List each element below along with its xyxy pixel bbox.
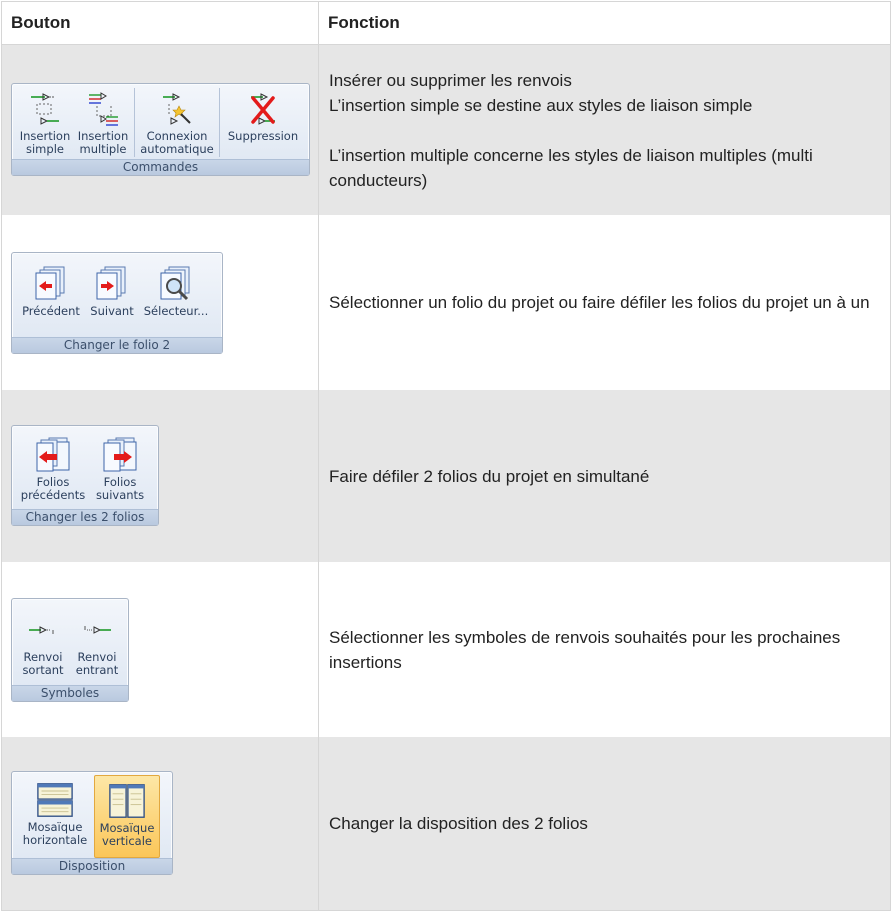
- table-header-row: [2, 2, 891, 45]
- suppression-label: Suppression: [227, 129, 299, 143]
- folios-suivants-button[interactable]: [90, 430, 150, 509]
- insertion-simple-button[interactable]: [16, 84, 74, 159]
- group-label: Disposition: [12, 858, 172, 874]
- ribbon-group-changer-folio: [11, 252, 223, 354]
- header-fonction: Fonction: [319, 2, 891, 45]
- selecteur-button[interactable]: [138, 259, 214, 337]
- table-row: [2, 215, 891, 390]
- mosaique-horizontale-button[interactable]: [16, 775, 94, 858]
- table-row: [2, 45, 891, 216]
- renvoi-sortant-label: Renvoi sortant: [22, 650, 64, 677]
- button-cell: [2, 737, 319, 911]
- separator: [219, 88, 220, 157]
- renvoi-entrant-label: Renvoi entrant: [75, 650, 119, 677]
- group-label: Changer le folio 2: [12, 337, 222, 353]
- suivant-button[interactable]: [86, 259, 138, 337]
- folios-suivants-label: Folios suivants: [95, 475, 145, 502]
- button-cell: [2, 215, 319, 390]
- tile-horizontal-icon: [37, 781, 73, 819]
- connexion-automatique-label: Connexion automatique: [140, 129, 214, 156]
- description-line: Changer la disposition des 2 folios: [329, 814, 588, 833]
- folios-precedents-label: Folios précédents: [20, 475, 86, 502]
- group-label: Changer les 2 folios: [12, 509, 158, 525]
- precedent-label: Précédent: [22, 304, 80, 318]
- red-cross-link-icon: [245, 90, 281, 128]
- separator: [134, 88, 135, 157]
- ribbon-group-commandes: [11, 83, 310, 176]
- outgoing-reference-icon: [25, 611, 61, 649]
- link-arrow-icon: [27, 90, 63, 128]
- double-page-right-arrow-icon: [102, 436, 138, 474]
- renvoi-entrant-button[interactable]: [70, 605, 124, 685]
- selecteur-label: Sélecteur...: [143, 304, 209, 318]
- description-cell: [319, 390, 891, 562]
- reference-table: [1, 1, 891, 911]
- description-cell: [319, 45, 891, 216]
- mosaique-verticale-label: Mosaïque verticale: [99, 821, 155, 848]
- suivant-label: Suivant: [90, 304, 134, 318]
- description-line: Insérer ou supprimer les renvois: [329, 70, 572, 90]
- renvoi-sortant-button[interactable]: [16, 605, 70, 685]
- multi-link-arrow-icon: [85, 90, 121, 128]
- ribbon-group-disposition: [11, 771, 173, 875]
- description-blank: [329, 118, 880, 143]
- folios-precedents-button[interactable]: [16, 430, 90, 509]
- description-line: Sélectionner un folio du projet ou faire défiler les folios du projet un à un: [329, 293, 870, 312]
- insertion-multiple-label: Insertion multiple: [77, 129, 129, 156]
- ribbon-group-symboles: [11, 598, 129, 702]
- header-bouton: Bouton: [2, 2, 319, 45]
- precedent-button[interactable]: [16, 259, 86, 337]
- description-line: Faire défiler 2 folios du projet en simultané: [329, 466, 650, 486]
- button-cell: [2, 562, 319, 737]
- table-row: [2, 390, 891, 562]
- button-cell: [2, 45, 319, 216]
- description-line: L’insertion simple se destine aux styles de liaison simple: [329, 95, 753, 115]
- table-row: [2, 562, 891, 737]
- insertion-simple-label: Insertion simple: [19, 129, 71, 156]
- ribbon-group-changer-2-folios: [11, 425, 159, 526]
- description-cell: [319, 215, 891, 390]
- description-cell: [319, 737, 891, 911]
- button-cell: [2, 390, 319, 562]
- group-label: Commandes: [12, 159, 309, 175]
- description-line: Sélectionner les symboles de renvois souhaités pour les prochaines insertions: [329, 627, 841, 672]
- insertion-multiple-button[interactable]: [74, 84, 132, 159]
- description-cell: [319, 562, 891, 737]
- magic-wand-link-icon: [159, 90, 195, 128]
- incoming-reference-icon: [79, 611, 115, 649]
- tile-vertical-icon: [109, 782, 145, 820]
- group-label: Symboles: [12, 685, 128, 701]
- mosaique-verticale-button[interactable]: [94, 775, 160, 858]
- page-left-arrow-icon: [33, 265, 69, 303]
- connexion-automatique-button[interactable]: [137, 84, 217, 159]
- page-right-arrow-icon: [94, 265, 130, 303]
- description-line: L’insertion multiple concerne les styles de liaison multiples (multi conducteurs): [329, 145, 813, 190]
- table-row: [2, 737, 891, 911]
- double-page-left-arrow-icon: [35, 436, 71, 474]
- page-magnifier-icon: [158, 265, 194, 303]
- mosaique-horizontale-label: Mosaïque horizontale: [22, 820, 88, 847]
- suppression-button[interactable]: [222, 84, 304, 159]
